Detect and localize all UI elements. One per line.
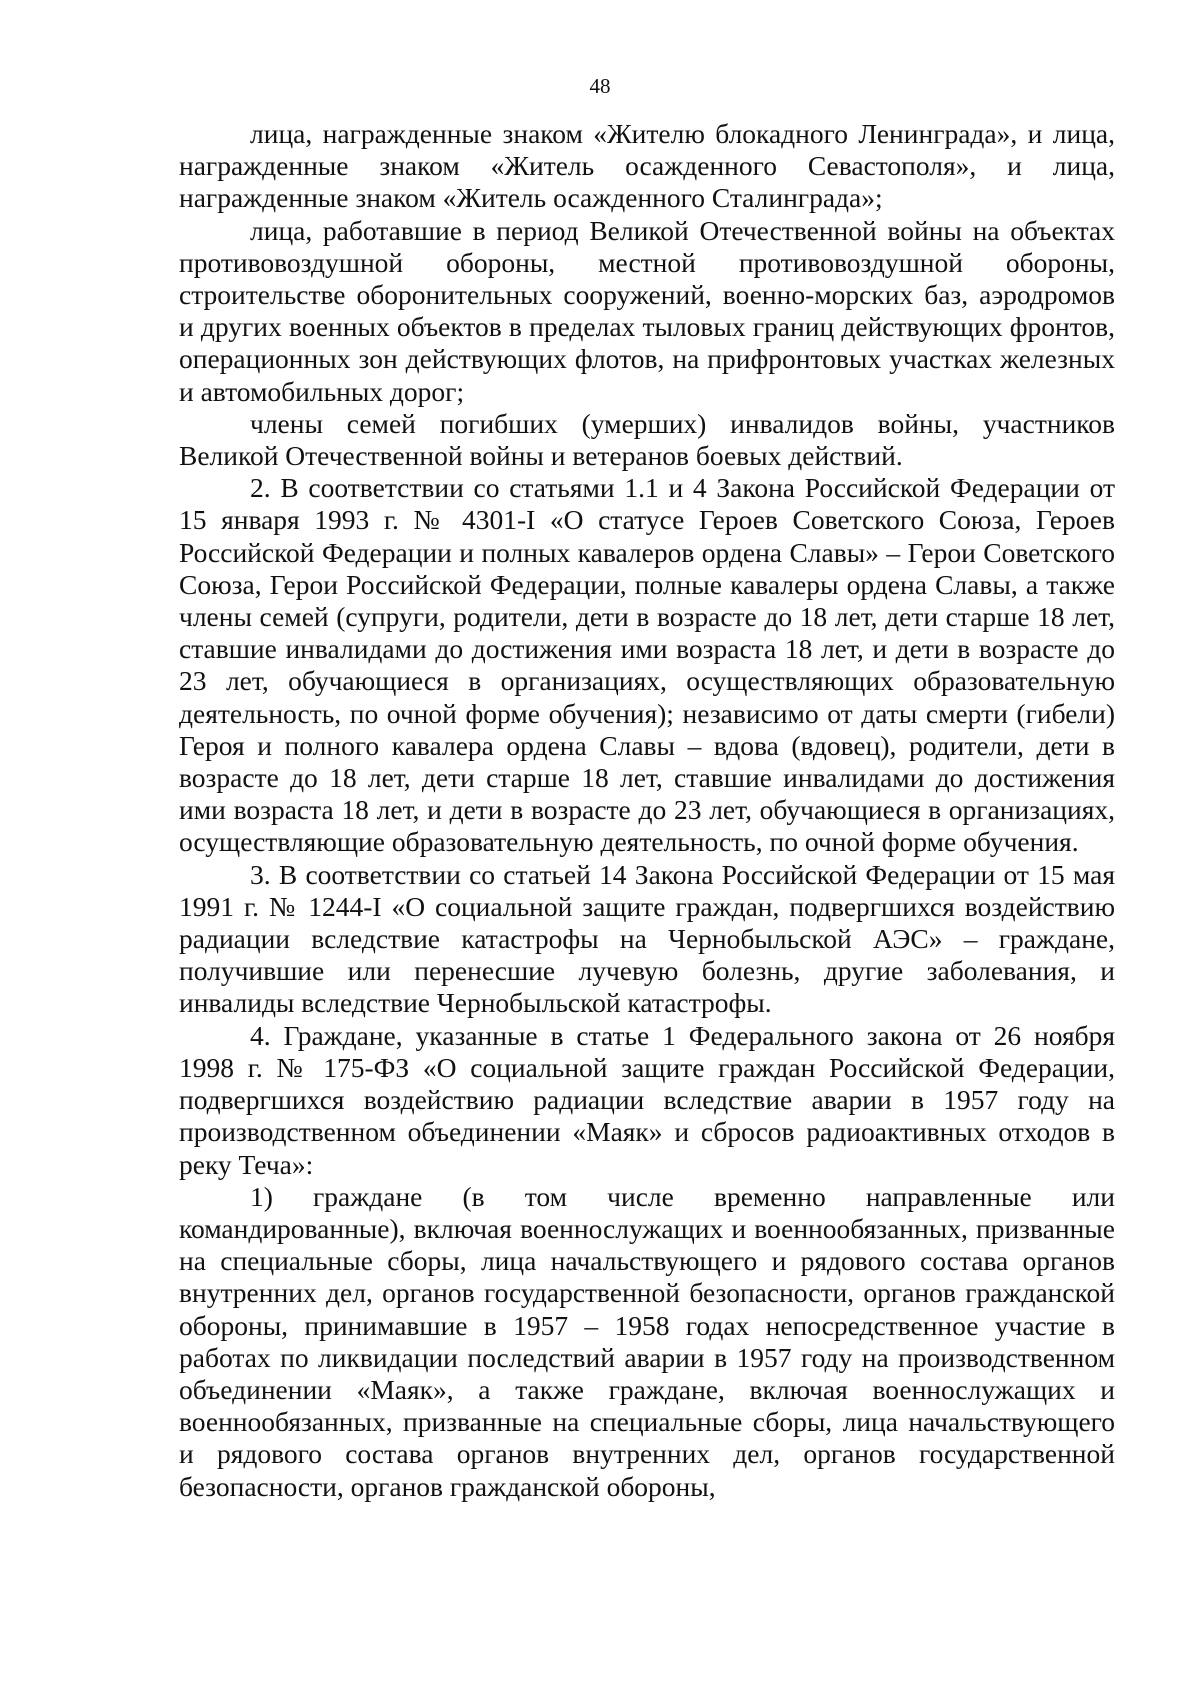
paragraph-item-4-mayak: 4. Граждане, указанные в статье 1 Федерального закона от 26 ноября 1998 г. № 175-ФЗ «О социальной защите граждан Российской Федерации, подвергшихся воздействию радиации вследствие аварии в 1957 году на производственном объединении «Маяк» и сбросов радиоактивных отходов в реку Теча»:: [179, 1019, 1115, 1180]
document-body: [179, 118, 1115, 1503]
paragraph-subitem-1-citizens: 1) граждане (в том числе временно направленные или командированные), включая военнослужащих и военнообязанных, призванные на специальные сборы, лица начальствующего и рядового состава органов внутренних дел, органов государственной безопасности, органов гражданской обороны, принимавшие в 1957 – 1958 годах непосредственное участие в работах по ликвидации последствий аварии в 1957 году на производственном объединении «Маяк», а также граждане, включая военнослужащих и военнообязанных, призванные на специальные сборы, лица начальствующего и рядового состава органов внутренних дел, органов государственной безопасности, органов гражданской обороны,: [179, 1180, 1115, 1502]
page-number: 48: [589, 74, 611, 98]
paragraph-wartime-workers: лица, работавшие в период Великой Отечественной войны на объектах противовоздушной обороны, местной противовоздушной обороны, строительстве оборонительных сооружений, военно-морских баз, аэродромов и других военных объектов в пределах тыловых границ действующих фронтов, операционных зон действующих флотов, на прифронтовых участках железных и автомобильных дорог;: [179, 214, 1115, 407]
paragraph-family-members: члены семей погибших (умерших) инвалидов войны, участников Великой Отечественной войны и ветеранов боевых действий.: [179, 407, 1115, 472]
paragraph-blockade-badges: лица, награжденные знаком «Жителю блокадного Ленинграда», и лица, награжденные знаком «Житель осажденного Севастополя», и лица, награжденные знаком «Житель осажденного Сталинграда»;: [179, 118, 1115, 214]
paragraph-item-3-chernobyl: 3. В соответствии со статьей 14 Закона Российской Федерации от 15 мая 1991 г. № 1244-I «О социальной защите граждан, подвергшихся воздействию радиации вследствие катастрофы на Чернобыльской АЭС» – граждане, получившие или перенесшие лучевую болезнь, другие заболевания, и инвалиды вследствие Чернобыльской катастрофы.: [179, 858, 1115, 1019]
paragraph-item-2-heroes: 2. В соответствии со статьями 1.1 и 4 Закона Российской Федерации от 15 января 1993 г. № 4301-I «О статусе Героев Советского Союза, Героев Российской Федерации и полных кавалеров ордена Славы» – Герои Советского Союза, Герои Российской Федерации, полные кавалеры ордена Славы, а также члены семей (супруги, родители, дети в возрасте до 18 лет, дети старше 18 лет, ставшие инвалидами до достижения ими возраста 18 лет, и дети в возрасте до 23 лет, обучающиеся в организациях, осуществляющих образовательную деятельность, по очной форме обучения); независимо от даты смерти (гибели) Героя и полного кавалера ордена Славы – вдова (вдовец), родители, дети в возрасте до 18 лет, дети старше 18 лет, ставшие инвалидами до достижения ими возраста 18 лет, и дети в возрасте до 23 лет, обучающиеся в организациях, осуществляющие образовательную деятельность, по очной форме обучения.: [179, 472, 1115, 858]
